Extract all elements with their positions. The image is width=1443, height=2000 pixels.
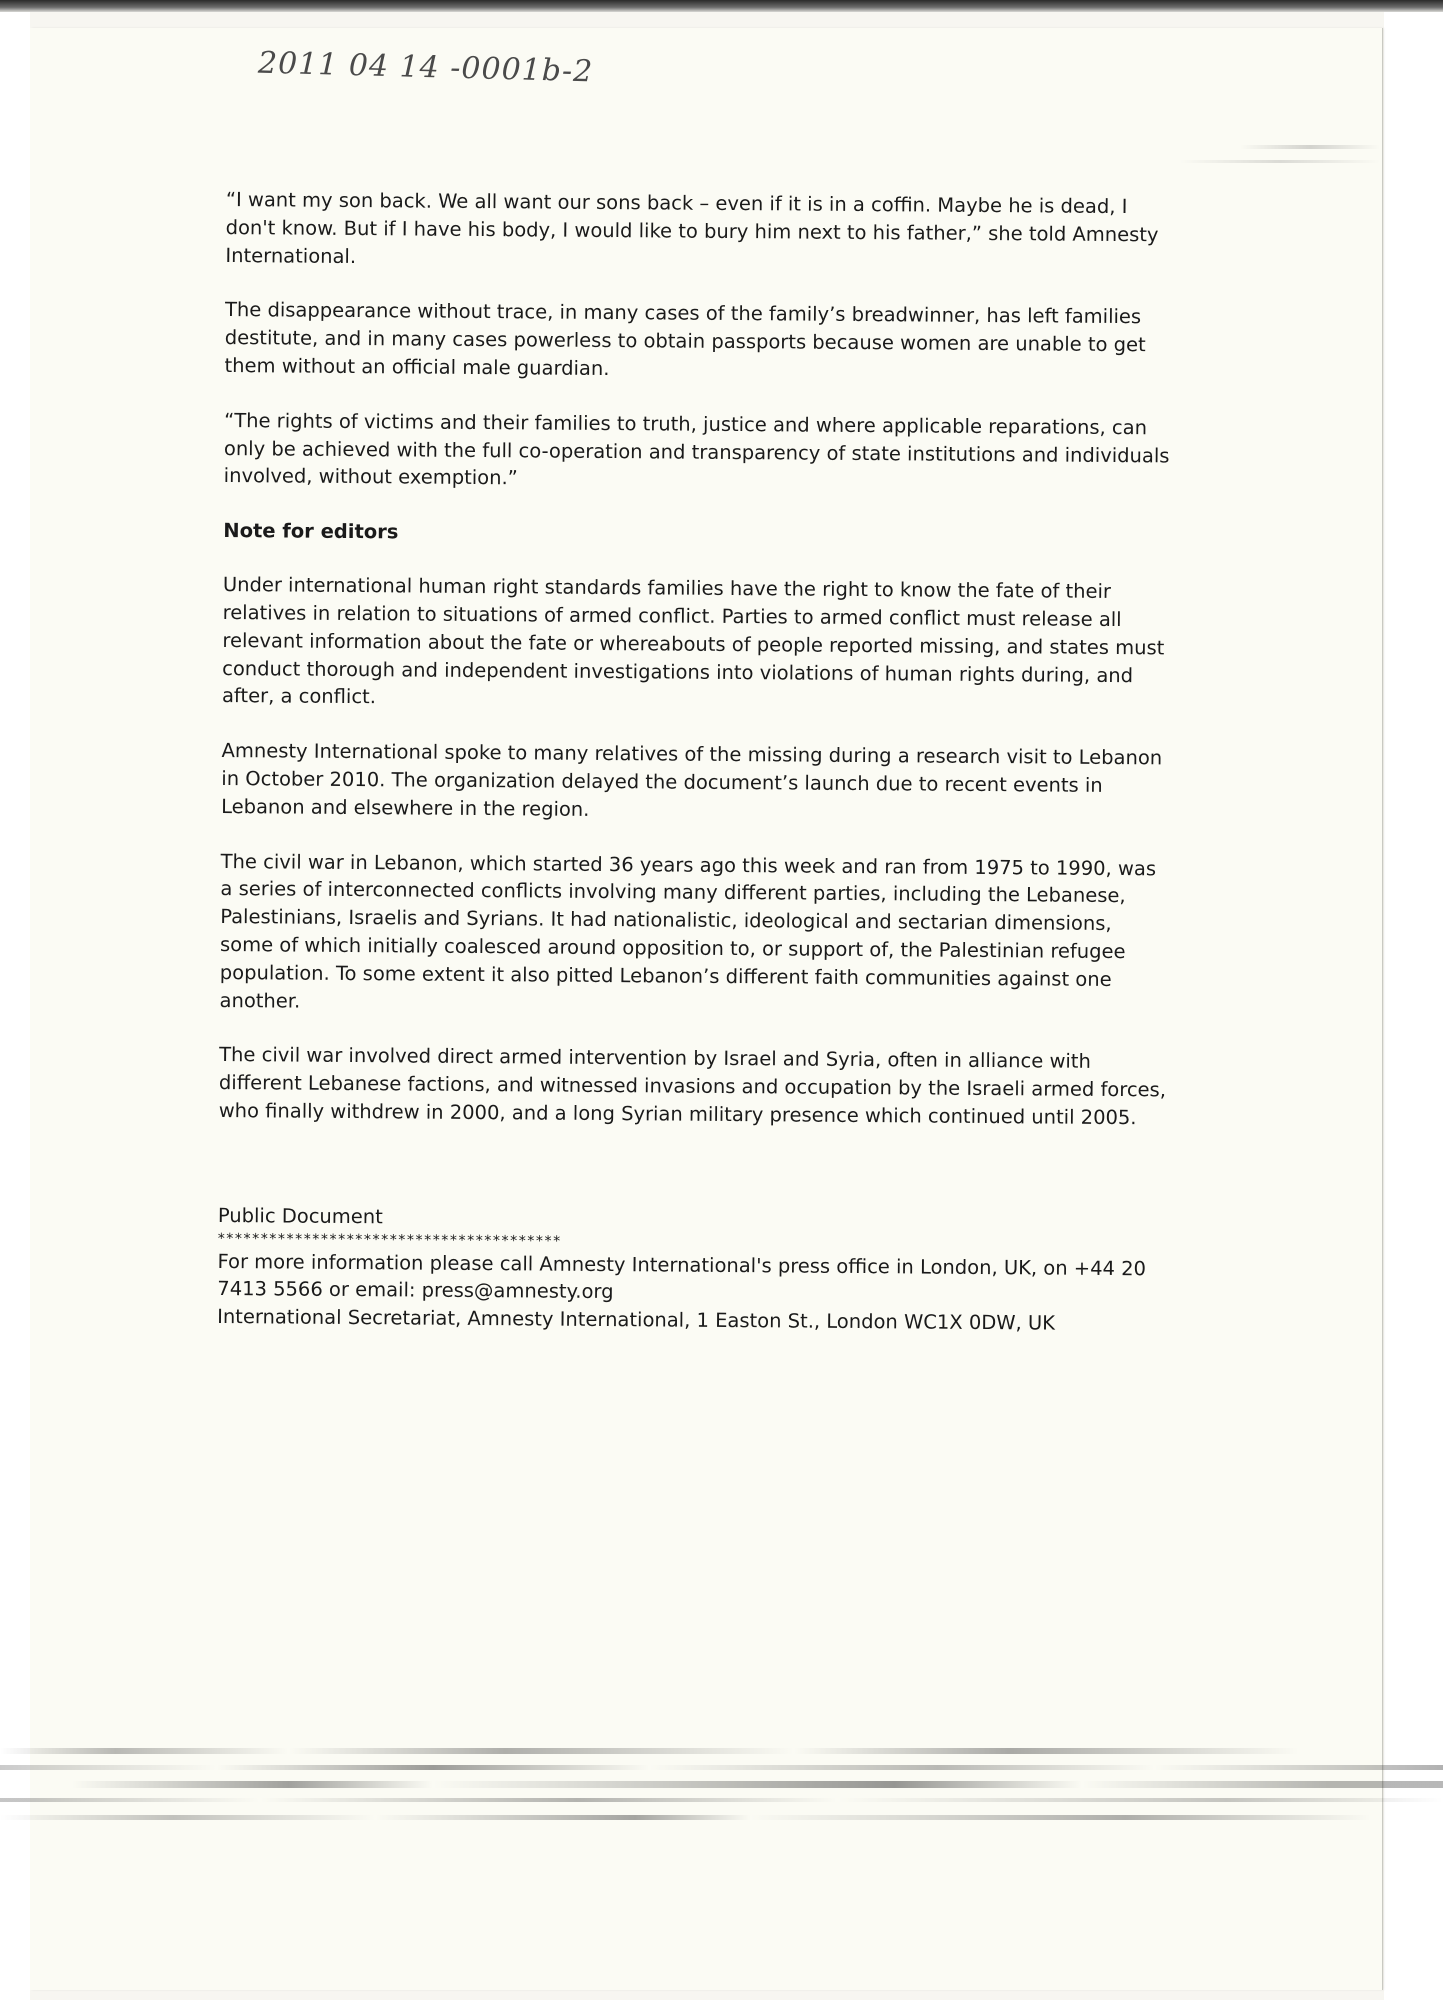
- note-standards-paragraph: Under international human right standards families have the right to know the fate of their relatives in relation to situations of armed conflict. Parties to armed conflict must release all relevant information about the fate or whereabouts of people reported missing, and states must conduct thorough and independent investigations into violations of human rights during, and after, a conflict.: [221, 573, 1165, 709]
- scan-left-margin: [0, 12, 30, 2000]
- note-intervention-paragraph: The civil war involved direct armed intervention by Israel and Syria, often in alliance with different Lebanese factions, and witnessed invasions and occupation by the Israeli armed forces, who finally withdrew in 2000, and a long Syrian military presence which continued until 2005.: [218, 1043, 1167, 1130]
- scan-top-edge: [0, 0, 1443, 12]
- note-research-paragraph: Amnesty International spoke to many relatives of the missing during a research visit to Lebanon in October 2010. The organization delayed the document’s launch due to recent events in Lebanon and elsewhere in the region.: [221, 739, 1163, 821]
- quote-paragraph: “I want my son back. We all want our sons back – even if it is in a coffin. Maybe he is dead, I don't know. But if I have his body, I would like to bury him next to his father,” she told Amnesty International.: [225, 187, 1159, 268]
- classification-label: Public Document: [217, 1203, 383, 1228]
- note-for-editors-heading: Note for editors: [223, 519, 399, 544]
- rights-quote-paragraph: “The rights of victims and their families to truth, justice and where applicable reparations, can only be achieved with the full co-operation and transparency of state institutions and individuals involved, without exemption.”: [223, 408, 1170, 490]
- handwritten-reference-number: 2011 04 14 -0001b-2: [257, 45, 594, 90]
- separator-line: ****************************************: [217, 1230, 562, 1250]
- note-civil-war-paragraph: The civil war in Lebanon, which started 36 years ago this week and ran from 1975 to 1990, was a series of interconnected conflicts involving many different parties, including the Lebanese, Palestinians, Israelis and Syrians. It had nationalistic, ideological and sectarian dimensions, some of which initially coalesced around opposition to, or support of, the Palestinian refugee population. To some extent it also pitted Lebanon’s different faith communities against one another.: [219, 849, 1157, 1013]
- document-footer: [217, 1202, 1168, 1339]
- address-line: International Secretariat, Amnesty International, 1 Easton St., London WC1X 0DW, UK: [217, 1305, 1056, 1335]
- contact-info: For more information please call Amnesty International's press office in London, UK, on +44 20 7413 5566 or email: press@amnesty.org: [217, 1249, 1147, 1304]
- disappearance-paragraph: The disappearance without trace, in many cases of the family’s breadwinner, has left families destitute, and in many cases powerless to obtain passports because women are unable to get them without an official male guardian.: [224, 298, 1146, 381]
- scan-right-margin: [1384, 12, 1443, 2000]
- document-body: [217, 186, 1176, 1338]
